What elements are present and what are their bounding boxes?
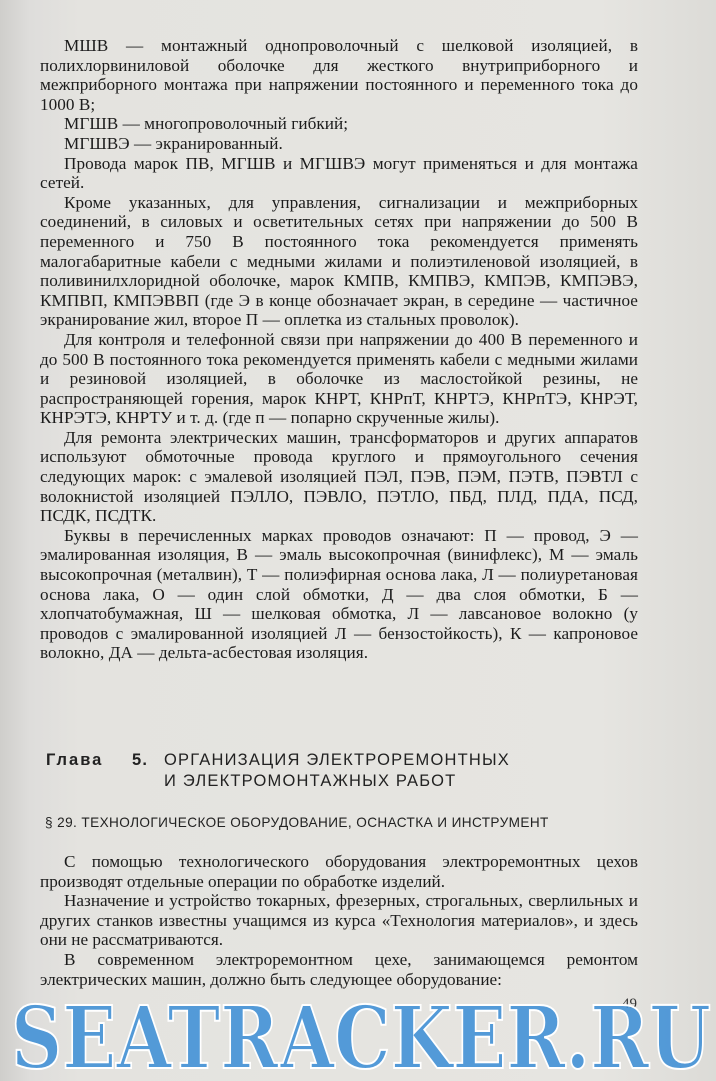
paragraph-letter-meanings: Буквы в перечисленных марках проводов означают: П — провод, Э — эмалированная изоляция, В — эмаль высокопрочная (винифлекс), М — эмаль высокопрочная (металвин), Т — полиэфирная основа лака, Л — полиуретановая основа лака, О — один слой обмотки, Д — два слоя обмотки, Б — хлопчатобумажная, Ш — шелковая обмотка, Л — лавсановое волокно (у проводов с эмалированной изоляцией Л — бензостойкость), К — капроновое волокно, ДА — дельта-асбестовая изоляция. — [40, 525, 638, 663]
section-paragraph-1: С помощью технологического оборудования электроремонтных цехов производят отдельные операции по обработке изделий. — [40, 852, 638, 891]
paragraph-mshv: МШВ — монтажный однопроволочный с шелковой изоляцией, в полихлорвиниловой оболочке для жесткого внутриприборного и межприборного монтажа при напряжении постоянного и переменного тока до 1000 В; — [40, 36, 638, 114]
chapter-label: Глава — [46, 751, 104, 769]
section-paragraph-3: В современном электроремонтном цехе, занимающемся ремонтом электрических машин, должно быть следующее оборудование: — [40, 949, 638, 989]
paragraph-mgshve: МГШВЭ — экранированный. — [64, 133, 283, 153]
paragraph-wire-brands: Провода марок ПВ, МГШВ и МГШВЭ могут применяться и для монтажа сетей. — [40, 153, 638, 193]
page-body-text — [40, 36, 638, 663]
chapter-title-line-2: И ЭЛЕКТРОМОНТАЖНЫХ РАБОТ — [164, 772, 457, 790]
chapter-title-line-1: ОРГАНИЗАЦИЯ ЭЛЕКТРОРЕМОНТНЫХ — [164, 751, 511, 769]
paragraph-mgshv: МГШВ — многопроволочный гибкий; — [64, 114, 349, 134]
paragraph-cables-knr: Для контроля и телефонной связи при напряжении до 400 В переменного и до 500 В постоянного тока рекомендуется применять кабели с медными жилами и резиновой изоляцией, в оболочке из маслостойкой резины, не распространяющей горения, марок КНРТ, КНРпТ, КНРТЭ, КНРпТЭ, КНРЭТ, КНРЭТЭ, КНРТУ и т. д. (где п — попарно скрученные жилы). — [40, 329, 638, 428]
chapter-number: 5. — [132, 751, 149, 769]
paragraph-winding-wires: Для ремонта электрических машин, трансформаторов и других аппаратов используют обмоточные провода круглого и прямоугольного сечения следующих марок: с эмалевой изоляцией ПЭЛ, ПЭВ, ПЭМ, ПЭТВ, ПЭВТЛ с волокнистой изоляцией ПЭЛЛО, ПЭВЛО, ПЭТЛО, ПБД, ПЛД, ПДА, ПСД, ПСДК, ПСДТК. — [40, 427, 638, 526]
watermark-text: SEATRACKER.RU — [11, 990, 711, 1080]
page-number: 49 — [622, 996, 637, 1012]
chapter-heading — [46, 750, 646, 792]
section-paragraph-2: Назначение и устройство токарных, фрезерных, строгальных, сверлильных и других станков известны учащимся из курса «Технология материалов», и здесь они не рассматриваются. — [40, 891, 638, 950]
section-heading: § 29. ТЕХНОЛОГИЧЕСКОЕ ОБОРУДОВАНИЕ, ОСНАСТКА И ИНСТРУМЕНТ — [45, 815, 549, 830]
watermark-logo — [6, 990, 716, 1080]
paragraph-cables-kmp: Кроме указанных, для управления, сигнализации и межприборных соединений, в силовых и осветительных сетях при напряжении до 500 В переменного и 750 В постоянного тока рекомендуется применять малогабаритные кабели с медными жилами и полиэтиленовой изоляцией, в поливинилхлоридной оболочке, марок КМПВ, КМПВЭ, КМПЭВ, КМПЭВЭ, КМПВП, КМПЭВВП (где Э в конце обозначает экран, в середине — частичное экранирование жил, второе П — оплетка из стальных проволок). — [40, 192, 638, 330]
section-body-text — [40, 852, 638, 989]
